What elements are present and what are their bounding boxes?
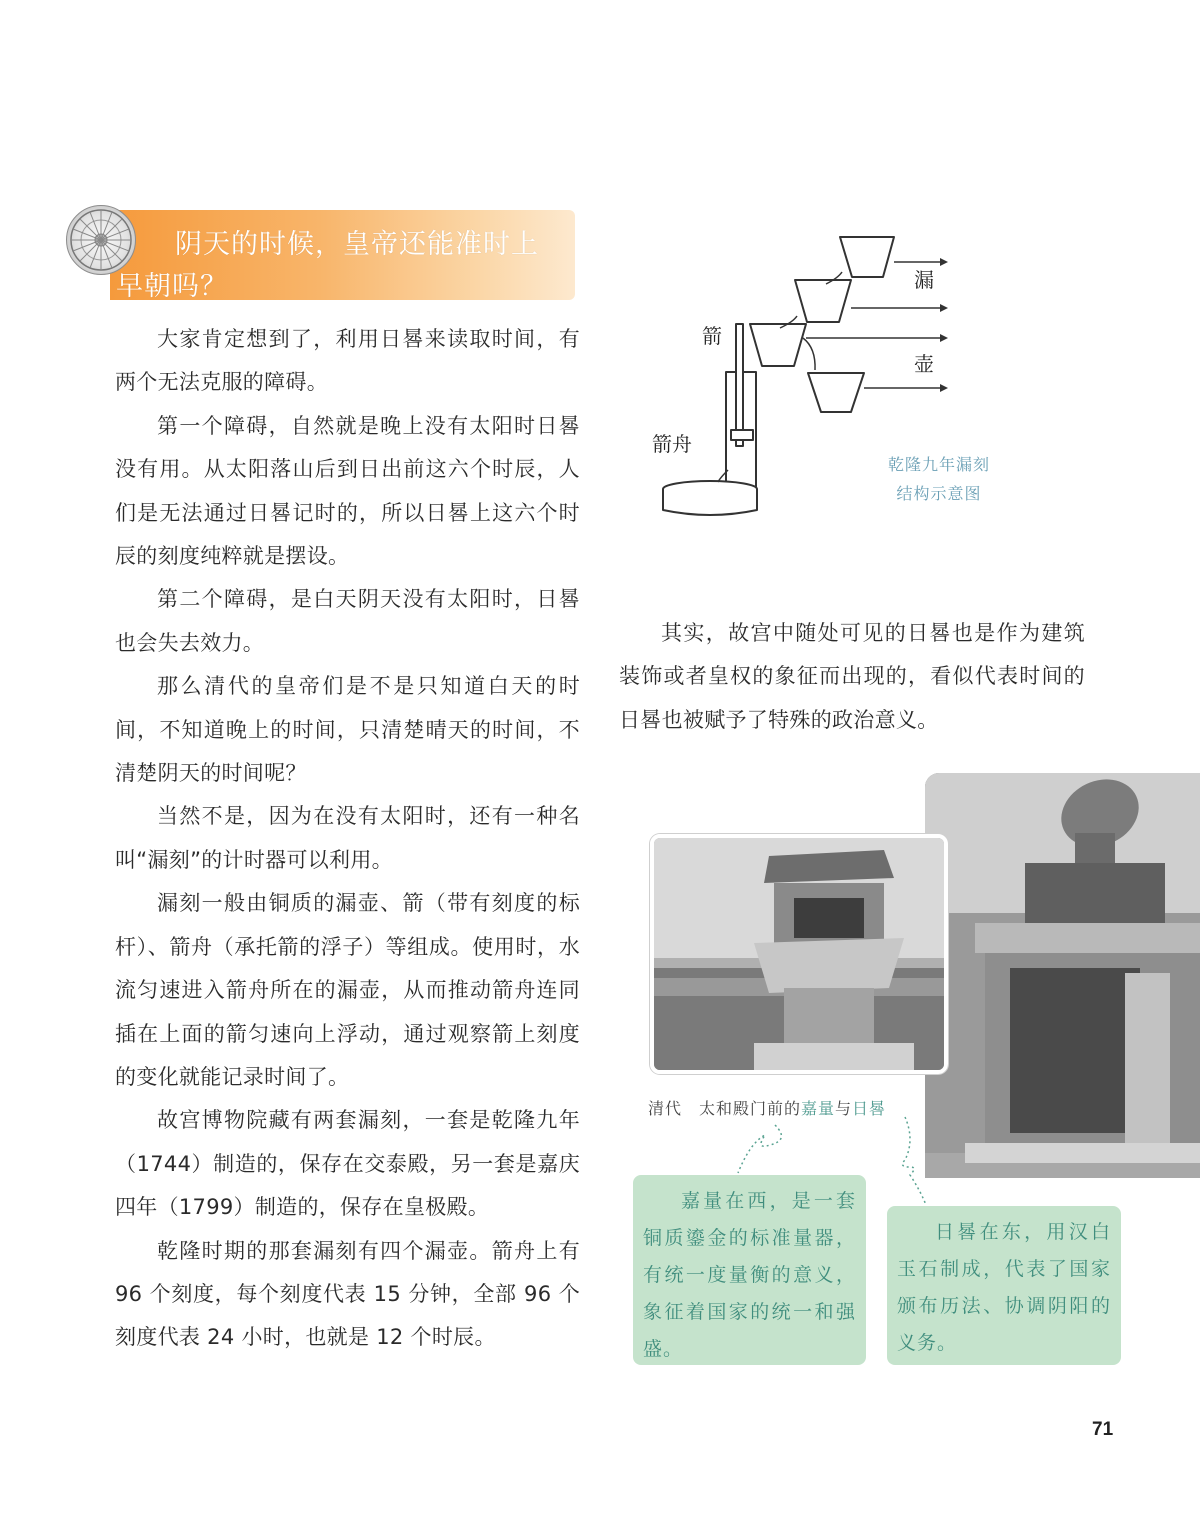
right-text-column (619, 612, 1085, 742)
diagram-caption (864, 450, 1014, 508)
body-paragraph: 其实，故宫中随处可见的日晷也是作为建筑装饰或者皇权的象征而出现的，看似代表时间的日晷也被赋予了特殊的政治意义。 (619, 621, 1085, 732)
body-paragraph: 故宫博物院藏有两套漏刻，一套是乾隆九年（1744）制造的，保存在交泰殿，另一套是嘉庆四年（1799）制造的，保存在皇极殿。 (115, 1108, 580, 1220)
section-heading-line2: 早朝吗？ (116, 271, 228, 302)
body-paragraph: 漏刻一般由铜质的漏壶、箭（带有刻度的标杆）、箭舟（承托箭的浮子）等组成。使用时，水流匀速进入箭舟所在的漏壶，从而推动箭舟连同插在上面的箭匀速向上浮动，通过观察箭上刻度的变化就能记录时间了。 (115, 891, 580, 1089)
label-hu: 壶 (914, 352, 934, 376)
body-paragraph: 乾隆时期的那套漏刻有四个漏壶。箭舟上有 96 个刻度，每个刻度代表 15 分钟，全部 96 个刻度代表 24 小时，也就是 12 个时辰。 (115, 1238, 580, 1350)
body-paragraph: 大家肯定想到了，利用日晷来读取时间，有两个无法克服的障碍。 (115, 327, 580, 395)
photo-caption-rigui: 日晷 (852, 1099, 887, 1118)
page-number: 71 (1092, 1419, 1114, 1440)
photo-caption-prefix: 清代 太和殿门前的 (648, 1099, 802, 1118)
body-paragraph: 第二个障碍，是白天阴天没有太阳时，日晷也会失去效力。 (115, 587, 580, 655)
sundial-photo (925, 773, 1200, 1178)
body-paragraph: 那么清代的皇帝们是不是只知道白天的时间，不知道晚上的时间，只清楚晴天的时间，不清楚阴天的时间呢？ (115, 674, 580, 786)
label-jian: 箭 (702, 324, 722, 348)
label-jianzhou: 箭舟 (652, 432, 692, 456)
jialiang-photo (650, 834, 948, 1074)
body-paragraph: 第一个障碍，自然就是晚上没有太阳时日晷没有用。从太阳落山后到日出前这六个时辰，人们是无法通过日晷记时的，所以日晷上这六个时辰的刻度纯粹就是摆设。 (115, 413, 580, 569)
left-text-column (115, 318, 580, 1360)
label-lou: 漏 (914, 268, 934, 292)
photo-caption-joiner: 与 (835, 1099, 853, 1118)
section-heading-line1: 阴天的时候，皇帝还能准时上 (175, 229, 539, 260)
photo-caption-jialiang: 嘉量 (801, 1099, 836, 1118)
water-clock-diagram (640, 220, 1060, 530)
jialiang-note: 嘉量在西，是一套铜质鎏金的标准量器，有统一度量衡的意义，象征着国家的统一和强盛。 (633, 1175, 866, 1365)
diagram-caption-line1: 乾隆九年漏刻 (887, 455, 990, 474)
body-paragraph: 当然不是，因为在没有太阳时，还有一种名叫“漏刻”的计时器可以利用。 (115, 804, 580, 872)
rigui-note: 日晷在东，用汉白玉石制成，代表了国家颁布历法、协调阴阳的义务。 (887, 1206, 1121, 1365)
diagram-caption-line2: 结构示意图 (896, 484, 982, 503)
